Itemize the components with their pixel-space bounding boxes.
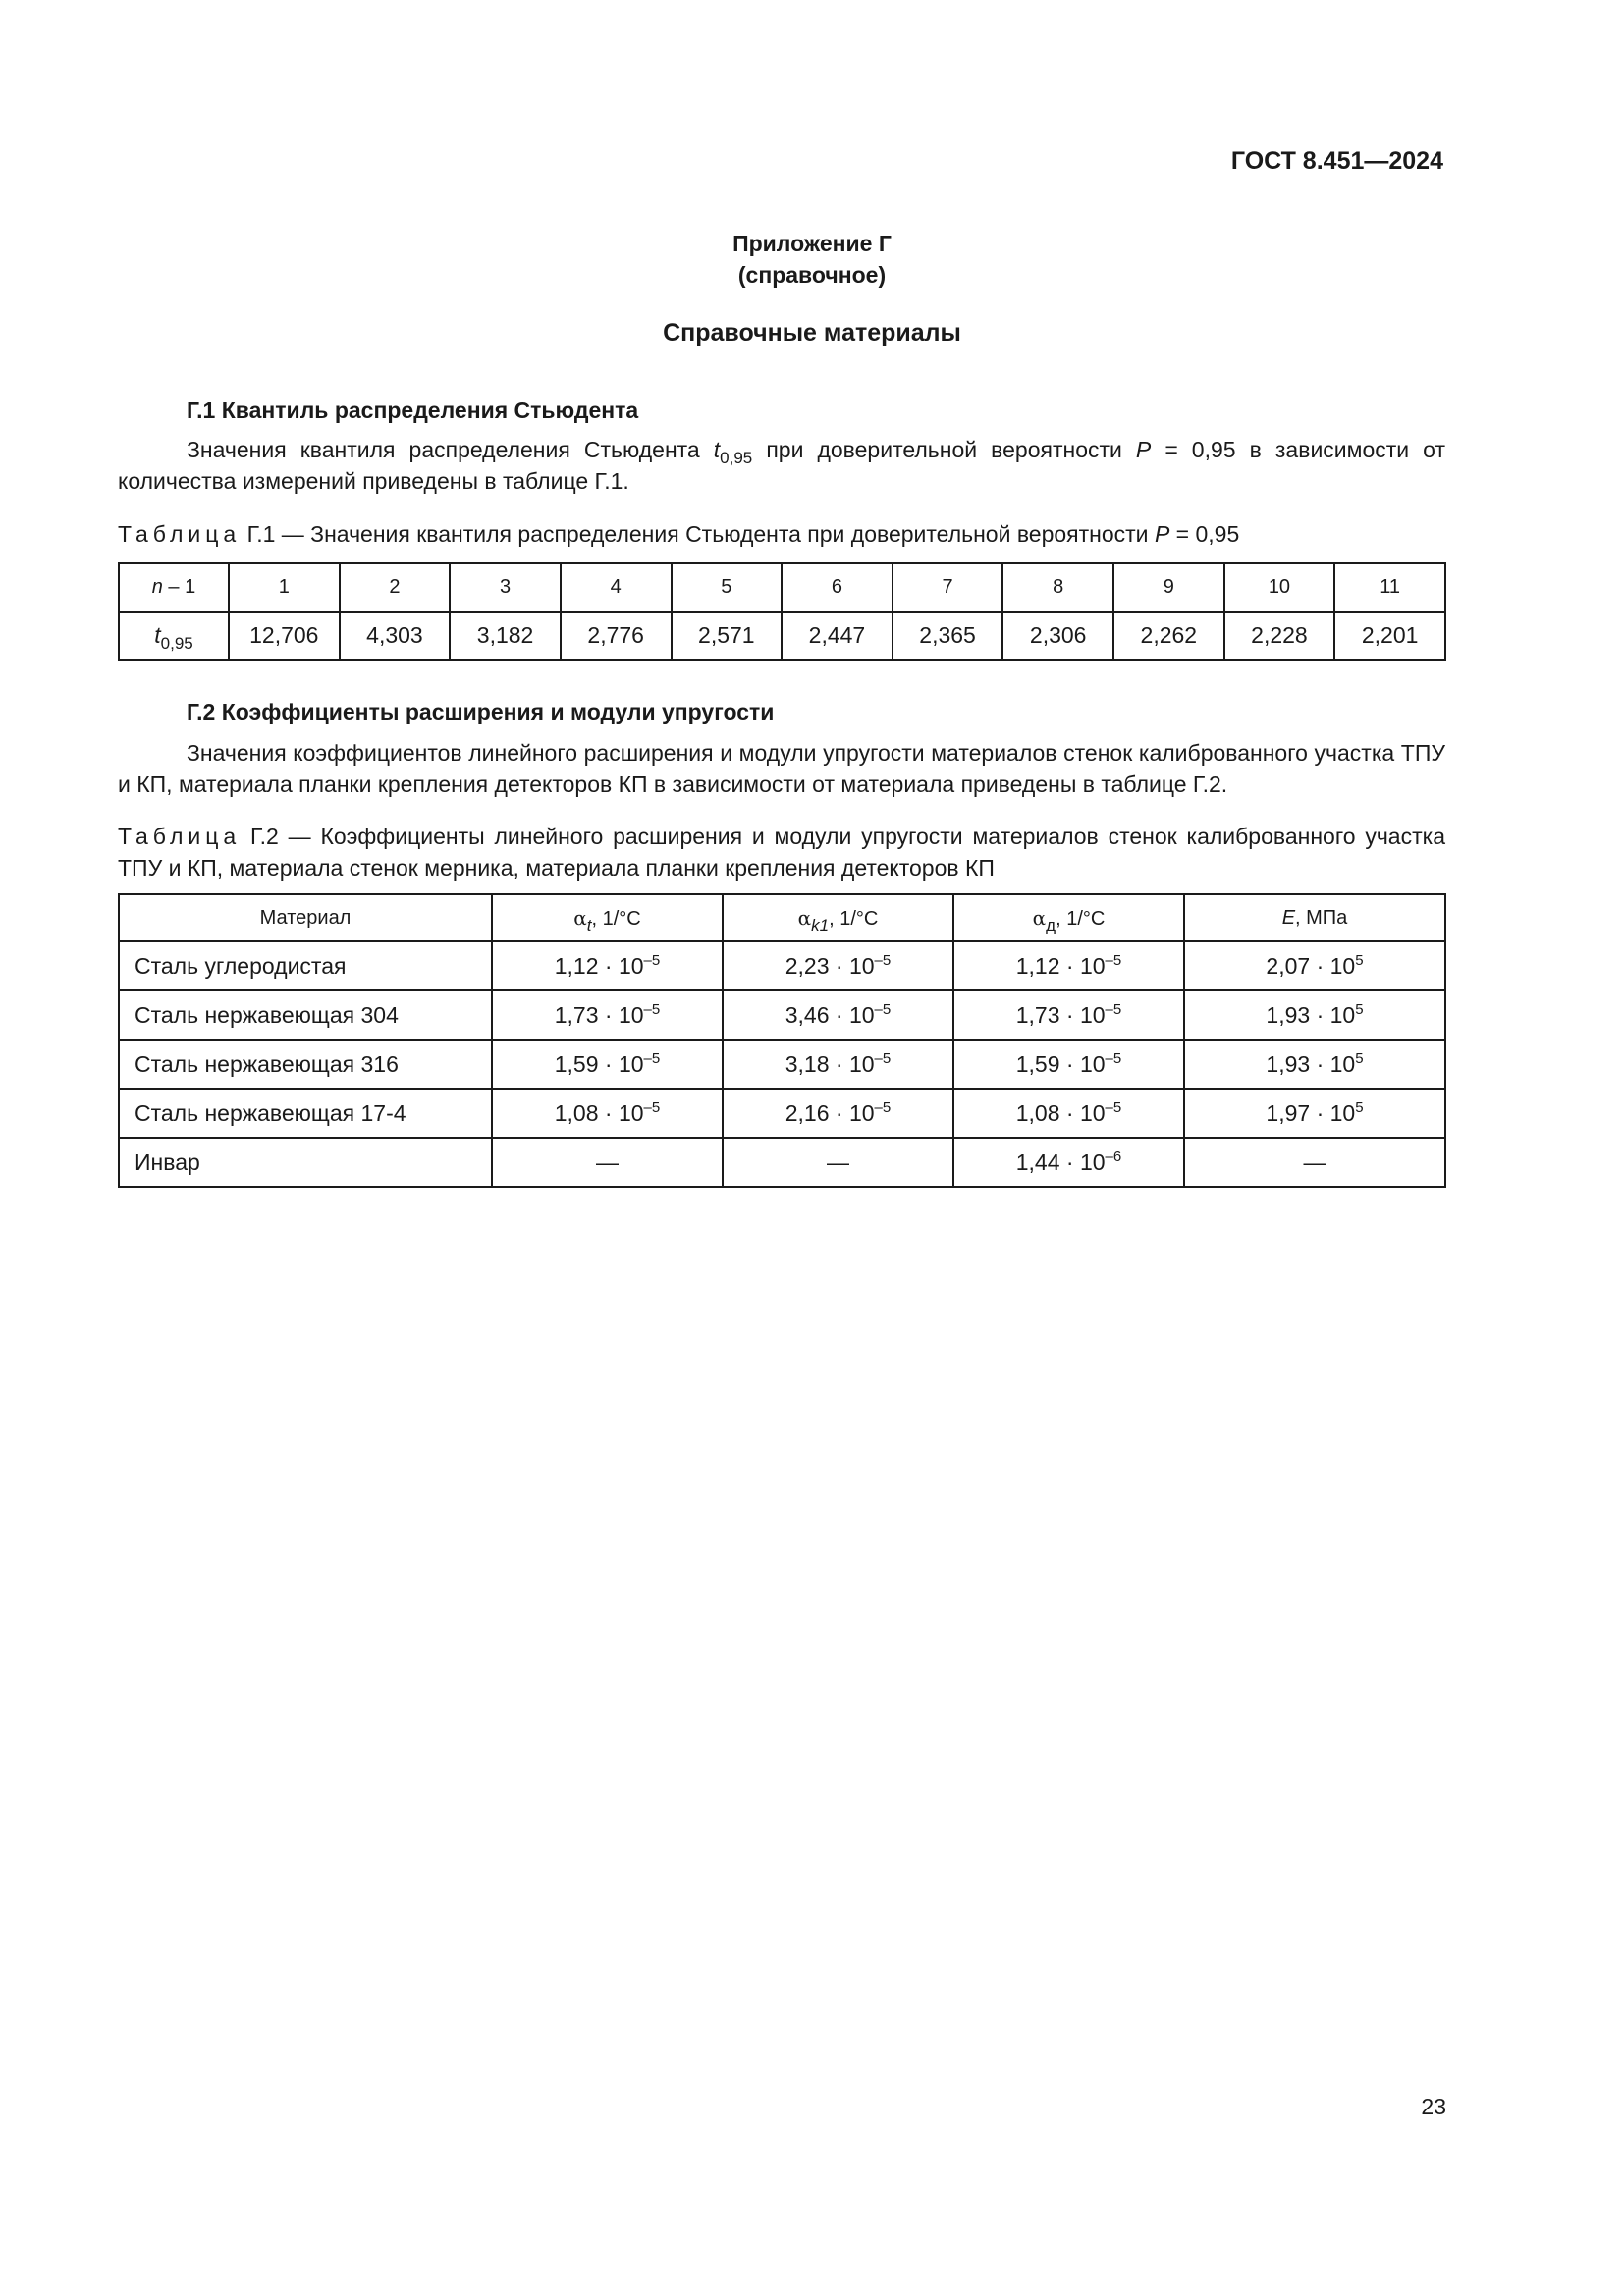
table-g2-material-cell: Сталь нержавеющая 17-4 bbox=[119, 1089, 492, 1138]
g2-heading: Г.2 Коэффициенты расширения и модули упругости bbox=[187, 699, 775, 724]
table-g2-e-cell: $1,97 \cdot 10^5$ bbox=[1184, 1089, 1445, 1138]
table-g1-t-cell: 3,182 bbox=[450, 612, 561, 660]
table-g2-header-e: E, МПа bbox=[1184, 894, 1445, 941]
table-g1-n-cell: 2 bbox=[340, 563, 451, 612]
g2-paragraph: Значения коэффициентов линейного расширения и модули упругости материалов стенок калиброванного участка ТПУ и КП, материала планки крепления детекторов КП в зависимости от материала приведены в таблице Г.2. bbox=[118, 740, 1445, 797]
table-g2-alpha-k1-cell: $2,16 \cdot 10^{-5}$ bbox=[723, 1089, 953, 1138]
table-g2-header-row bbox=[119, 894, 1445, 941]
table-g2-e-cell: $1,93 \cdot 10^5$ bbox=[1184, 990, 1445, 1040]
appendix-title: Приложение Г bbox=[732, 231, 892, 256]
table-g2-material-cell: Сталь углеродистая bbox=[119, 941, 492, 990]
table-g1-n-cell: 8 bbox=[1002, 563, 1113, 612]
table-g2-header-material: Материал bbox=[119, 894, 492, 941]
table-g1-label-n: n – 1 bbox=[119, 563, 229, 612]
table-g1-t-cell: 2,365 bbox=[893, 612, 1003, 660]
table-g2 bbox=[118, 893, 1446, 1188]
table-g2-e-cell: $1,93 \cdot 10^5$ bbox=[1184, 1040, 1445, 1089]
table-g2-header-alpha-k1: $\alpha_{k1}$, 1/°C bbox=[723, 894, 953, 941]
table-g2-e-cell: — bbox=[1184, 1138, 1445, 1187]
document-code: ГОСТ 8.451—2024 bbox=[1230, 147, 1443, 175]
table-g2-alpha-d-cell: $1,44 \cdot 10^{-6}$ bbox=[953, 1138, 1184, 1187]
table-g1-n-cell: 9 bbox=[1113, 563, 1224, 612]
table-g2-material-cell: Сталь нержавеющая 304 bbox=[119, 990, 492, 1040]
appendix-note: (справочное) bbox=[737, 262, 887, 288]
table-g1-n-cell: 3 bbox=[450, 563, 561, 612]
table-g1-n-cell: 4 bbox=[561, 563, 672, 612]
table-g1-t-cell: 2,571 bbox=[672, 612, 783, 660]
table-g1-n-cell: 5 bbox=[672, 563, 783, 612]
table-g1-n-cell: 6 bbox=[782, 563, 893, 612]
table-g1-row-n bbox=[119, 563, 1445, 612]
table-g2-row bbox=[119, 1138, 1445, 1187]
table-g1-t-cell: 12,706 bbox=[229, 612, 340, 660]
table-g2-alpha-d-cell: $1,08 \cdot 10^{-5}$ bbox=[953, 1089, 1184, 1138]
table-g2-alpha-d-cell: $1,59 \cdot 10^{-5}$ bbox=[953, 1040, 1184, 1089]
table-g2-caption: Таблица Г.2 — Коэффициенты линейного расширения и модули упругости материалов стенок калиброванного участка ТПУ и КП, материала стенок мерника, материала планки крепления детекторов КП bbox=[118, 824, 1445, 881]
table-g2-alpha-k1-cell: — bbox=[723, 1138, 953, 1187]
table-g2-row bbox=[119, 941, 1445, 990]
table-g2-header-alpha-t: $\alpha_t$, 1/°C bbox=[492, 894, 723, 941]
table-g1-t-cell: 2,447 bbox=[782, 612, 893, 660]
table-g2-material-cell: Сталь нержавеющая 316 bbox=[119, 1040, 492, 1089]
table-g1-t-cell: 2,776 bbox=[561, 612, 672, 660]
section-title: Справочные материалы bbox=[663, 319, 961, 347]
table-g1-t-cell: 2,201 bbox=[1334, 612, 1445, 660]
table-g2-row bbox=[119, 1089, 1445, 1138]
g1-heading: Г.1 Квантиль распределения Стьюдента bbox=[187, 398, 639, 423]
table-g2-alpha-k1-cell: $3,18 \cdot 10^{-5}$ bbox=[723, 1040, 953, 1089]
g1-paragraph: Значения квантиля распределения Стьюдента $t_{0,95}$ при доверительной вероятности P = 0,95 в зависимости от количества измерений приведены в таблице Г.1. bbox=[118, 437, 1445, 494]
table-g2-material-cell: Инвар bbox=[119, 1138, 492, 1187]
page-number: 23 bbox=[1421, 2094, 1446, 2119]
table-g2-alpha-t-cell: $1,73 \cdot 10^{-5}$ bbox=[492, 990, 723, 1040]
table-g2-alpha-t-cell: $1,12 \cdot 10^{-5}$ bbox=[492, 941, 723, 990]
table-g2-alpha-t-cell: $1,08 \cdot 10^{-5}$ bbox=[492, 1089, 723, 1138]
table-g2-row bbox=[119, 1040, 1445, 1089]
table-g2-alpha-k1-cell: $2,23 \cdot 10^{-5}$ bbox=[723, 941, 953, 990]
table-g1 bbox=[118, 562, 1446, 661]
table-g1-caption: Таблица Г.1 — Значения квантиля распределения Стьюдента при доверительной вероятности P = 0,95 bbox=[118, 521, 1240, 547]
table-g2-alpha-d-cell: $1,73 \cdot 10^{-5}$ bbox=[953, 990, 1184, 1040]
table-g1-label-t: $t_{0,95}$ bbox=[119, 612, 229, 660]
table-g2-header-alpha-d: $\alpha_д$, 1/°C bbox=[953, 894, 1184, 941]
table-g2-alpha-t-cell: — bbox=[492, 1138, 723, 1187]
table-g1-n-cell: 7 bbox=[893, 563, 1003, 612]
table-g1-row-t bbox=[119, 612, 1445, 660]
table-g2-e-cell: $2,07 \cdot 10^5$ bbox=[1184, 941, 1445, 990]
table-g2-alpha-t-cell: $1,59 \cdot 10^{-5}$ bbox=[492, 1040, 723, 1089]
table-g1-t-cell: 4,303 bbox=[340, 612, 451, 660]
table-g1-n-cell: 10 bbox=[1224, 563, 1335, 612]
table-g1-n-cell: 1 bbox=[229, 563, 340, 612]
table-g1-t-cell: 2,306 bbox=[1002, 612, 1113, 660]
table-g1-n-cell: 11 bbox=[1334, 563, 1445, 612]
table-g1-t-cell: 2,228 bbox=[1224, 612, 1335, 660]
table-g2-row bbox=[119, 990, 1445, 1040]
table-g2-alpha-d-cell: $1,12 \cdot 10^{-5}$ bbox=[953, 941, 1184, 990]
appendix-heading bbox=[0, 228, 1624, 291]
table-g1-t-cell: 2,262 bbox=[1113, 612, 1224, 660]
table-g2-alpha-k1-cell: $3,46 \cdot 10^{-5}$ bbox=[723, 990, 953, 1040]
